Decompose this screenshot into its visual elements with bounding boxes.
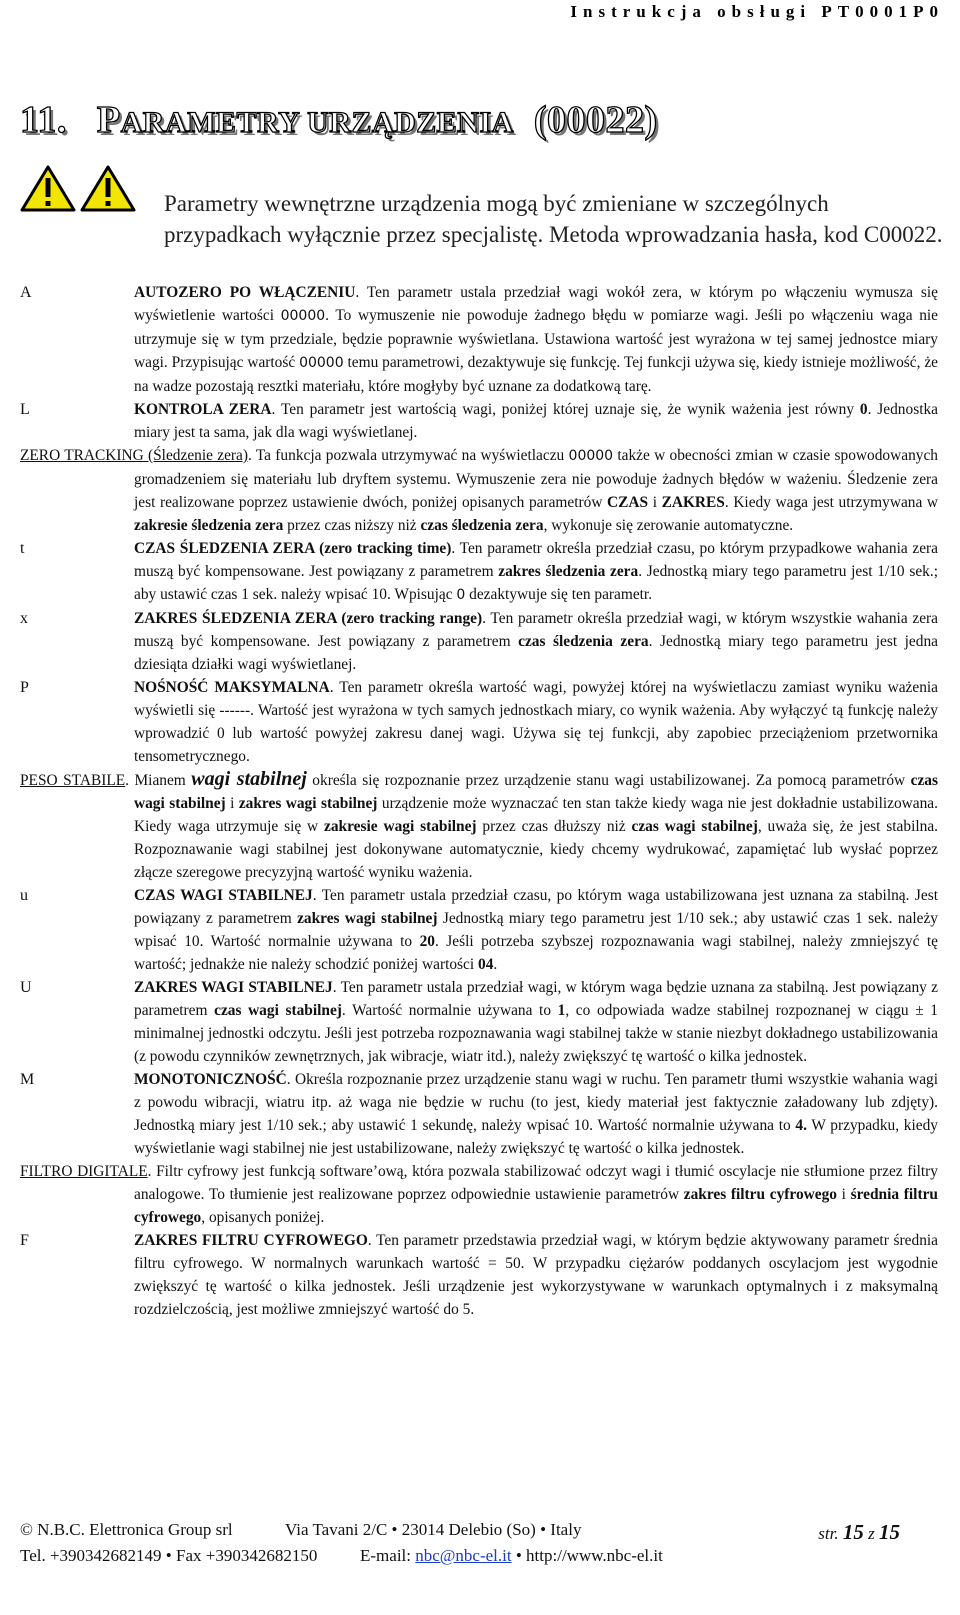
para-text: określa się rozpoznanie przez urządzenie stanu wagi ustabilizowanej. Za pomocą parametrów <box>306 772 911 789</box>
para-emphasis: zakres filtru cyfrowego <box>683 1186 837 1203</box>
param-emphasis: 04 <box>478 956 494 973</box>
peso-stabile-heading: PESO STABILE <box>20 772 126 789</box>
param-text: . Ten parametr ustala przedział wagi, w którym waga będzie uznana za stabilną. Jest powiązany z parametrem <box>134 979 938 1019</box>
param-emphasis: 20 <box>419 933 435 950</box>
para-emphasis: czas śledzenia zera <box>420 517 544 534</box>
para-emphasis: zakresie śledzenia zera <box>134 517 284 534</box>
param-filter-range <box>20 1229 938 1321</box>
para-text: przez czas dłuższy niż <box>476 818 632 835</box>
para-emphasis: czas wagi stabilnej <box>134 772 938 812</box>
para-text: i <box>225 795 239 812</box>
param-letter: x <box>20 610 28 627</box>
warning-triangle-icon <box>20 164 140 214</box>
param-text: . Określa rozpoznanie przez urządzenie stanu wagi w ruchu. Ten parametr tłumi wszystkie wahania wagi z powodu wibracji, wiatru itp. aż waga nie będzie w ruchu (to jest, kiedy materiał jest faktycznie załadowany lub zdjęty). Jednostką miary jest 1/10 sek.; aby ustawić 1 sekundę, należy wpisać 10. Wartość normalnie używana to <box>134 1071 938 1134</box>
param-text: . Ten parametr przedstawia przedział wagi, w którym będzie aktywowany parametr średnia filtru cyfrowego. W normalnych warunkach wartość = 50. W przypadku ciężarów poddanych oscylacjom jest wygodnie zwiększyć tę wartość o kilka jednostek. Jeśli urządzenie jest wykorzystywane w warunkach optymalnych i z maksymalną rozdzielczością, jest możliwe zmniejszyć wartość do 5. <box>134 1232 939 1318</box>
param-text: . Jeśli potrzeba szybszej rozpoznawania wagi stabilnej, należy zmniejszyć tę wartość; jednakże nie należy schodzić poniżej wartości <box>134 933 939 973</box>
para-text: urządzenie może wyznaczać ten stan także kiedy waga nie jest dokładnie ustabilizowana. Kiedy waga utrzymuje się w <box>134 795 938 835</box>
para-emphasis: czas wagi stabilnej <box>631 818 758 835</box>
footer-contact <box>360 1546 663 1566</box>
footer-row-2 <box>20 1546 940 1572</box>
section-title-initial: P <box>96 99 121 141</box>
para-text: . Kiedy waga jest utrzymywana w <box>724 494 939 511</box>
param-stable-time <box>20 884 938 976</box>
param-zero-control <box>20 398 938 444</box>
param-title: AUTOZERO PO WŁĄCZENIU <box>134 284 356 301</box>
param-text: . Ten parametr ustala przedział czasu, po którym waga ustabilizowana jest uznana za stabilną. Jest powiązany z parametrem <box>134 887 938 927</box>
param-title: ZAKRES FILTRU CYFROWEGO <box>134 1232 368 1249</box>
param-title: NOŚNOŚĆ MAKSYMALNA <box>134 679 330 696</box>
page-total: 15 <box>879 1520 900 1544</box>
section-code: (00022) <box>533 99 658 141</box>
web-link[interactable]: • http://www.nbc-el.it <box>511 1546 663 1565</box>
param-emphasis: czas śledzenia zera <box>518 633 649 650</box>
param-text: . Jednostką miary tego parametru jest jedna dziesiąta działki wagi wyświetlanej. <box>134 633 938 673</box>
document-header-title: Instrukcja obsługi PT0001P0 <box>570 2 944 21</box>
para-text: także w obecności zmian w czasie spowodowanych gromadzeniem się materiału lub dryftem systemu. Wymuszenie zera nie powoduje żadnych błędów w ważeniu. Śledzenie zera jest realizowane poprzez ustawienie dwóch, poniżej opisanych parametrów <box>134 447 938 511</box>
param-title: CZAS ŚLEDZENIA ZERA (zero tracking time) <box>134 540 452 557</box>
param-emphasis: zakres śledzenia zera <box>498 563 639 580</box>
para-text: . Filtr cyfrowy jest funkcją software’ową, która pozwala stabilizować odczyt wagi i tłumić oscylacje nie stłumione przez filtry analogowe. To tłumienie jest realizowane poprzez odpowiednie ustawienie parametrów <box>134 1163 938 1203</box>
param-text: . Ten parametr określa wartość wagi, powyżej której na wyświetlaczu zamiast wyniku ważenia wyświetli się ------. Wartość jest wyrażona w tych samych jednostkach miary, co wynik ważenia. Aby wyłączyć tą funkcję należy wprowadzić 0 lub wartość powyżej zakresu danej wagi. Używa się tej funkcji, aby zapobiec przeciążeniom przetwornika tensometrycznego. <box>134 679 938 765</box>
display-value: 00000 <box>280 308 326 324</box>
param-emphasis: zakres wagi stabilnej <box>297 910 438 927</box>
param-title: CZAS WAGI STABILNEJ <box>134 887 313 904</box>
param-text: . Wartość normalnie używana to <box>341 1002 558 1019</box>
param-text: , co odpowiada wadze stabilnej rozpoznanej w ciągu ± 1 minimalnej jednostki odczytu. Jeśli jest potrzeba rozpoznawania wagi stabilnej także w stanie niezbyt dokładnego ustabilizowania (z powodu czynników zewnętrznych, jak wibracje, wiatr itd.), należy zwiększyć tę wartość o kilka jednostek. <box>134 1002 938 1065</box>
zero-tracking-paragraph <box>20 444 938 537</box>
display-value: 00000 <box>299 355 344 371</box>
param-letter: t <box>20 540 25 557</box>
param-text: . Ten parametr ustala przedział wagi wokół zera, w którym po włączeniu wymusza się wyświetlenie wartości <box>134 284 938 324</box>
filtro-paragraph <box>20 1160 938 1229</box>
param-text: dezaktywuje się ten parametr. <box>465 586 653 603</box>
param-emphasis: 4. <box>795 1117 807 1134</box>
footer-row-1 <box>20 1520 940 1546</box>
section-number: 11. <box>20 99 67 141</box>
para-text: i <box>836 1186 851 1203</box>
zero-tracking-heading: ZERO TRACKING (Śledzenie zera) <box>20 447 248 464</box>
document-body <box>20 281 938 1321</box>
filtro-heading: FILTRO DIGITALE <box>20 1163 148 1180</box>
param-letter: U <box>20 979 32 996</box>
page-footer <box>20 1520 940 1572</box>
param-title: ZAKRES ŚLEDZENIA ZERA (zero tracking range) <box>134 610 483 627</box>
footer-page-number <box>818 1520 900 1545</box>
param-text: Jednostką miary tego parametru jest 1/10 sek.; aby ustawić czas 1 sek. należy wpisać 10. Wartość normalnie używana to <box>134 910 938 950</box>
para-text: przez czas niższy niż <box>283 517 421 534</box>
para-emphasis: ZAKRES <box>661 494 725 511</box>
para-emphasis-italic: wagi stabilnej <box>191 768 307 790</box>
page-current: 15 <box>842 1520 864 1544</box>
para-text: , wykonuje się zerowanie automatyczne. <box>543 517 794 534</box>
section-title <box>20 98 658 142</box>
para-emphasis: CZAS <box>607 494 649 511</box>
param-letter: A <box>20 284 32 301</box>
para-text: i <box>648 494 662 511</box>
param-zero-tracking-time <box>20 537 938 607</box>
param-title: ZAKRES WAGI STABILNEJ <box>134 979 333 996</box>
display-value: 0 <box>456 587 466 603</box>
param-emphasis: 0 <box>859 401 868 418</box>
peso-stabile-paragraph <box>20 768 938 884</box>
param-text: . To wymuszenie nie powoduje żadnego błędu w pomiarze wagi. Jeśli po włączeniu waga nie utrzymuje się w tym przedziale, będzie poprawnie wyświetlana. Ustawiona wartość jest wyrażona w tej samej jednostce miary wagi. Przypisując wartość <box>134 307 938 371</box>
footer-phone: Tel. +390342682149 • Fax +390342682150 <box>20 1546 318 1565</box>
param-letter: P <box>20 679 29 696</box>
param-stable-range <box>20 976 938 1068</box>
param-text: . Jednostka miary jest ta sama, jak dla wagi wyświetlanej. <box>134 401 938 441</box>
param-letter: M <box>20 1071 35 1088</box>
para-emphasis: zakresie wagi stabilnej <box>324 818 477 835</box>
param-text: W przypadku, kiedy wyświetlanie wagi stabilnej nie jest ustabilizowane, należy zwiększyć tę wartość o kilka jednostek. <box>134 1117 938 1157</box>
para-text: , uważa się, że jest stabilna. Rozpoznawanie wagi stabilnej jest dokonywane automatycznie, kiedy chcemy wydrukować, zapamiętać lub wysłać poprzez złącze szeregowe precyzyjną wartość wyniku ważenia. <box>134 818 939 881</box>
param-monotonicity <box>20 1068 938 1160</box>
para-emphasis: zakres wagi stabilnej <box>238 795 378 812</box>
param-max-capacity <box>20 676 938 768</box>
param-text: temu parametrowi, dezaktywuje się funkcję. Tej funkcji używa się, kiedy istnieje możliwość, że na wadze pozostają resztki materiału, które mogłyby być uznane za dodatkową tarę. <box>134 354 938 395</box>
para-text: , opisanych poniżej. <box>201 1209 325 1226</box>
warning-text: Parametry wewnętrzne urządzenia mogą być zmieniane w szczególnych przypadkach wyłącznie przez specjalistę. Metoda wprowadzania hasła, kod C00022. <box>164 191 943 247</box>
display-value: 00000 <box>568 448 614 464</box>
param-emphasis: czas wagi stabilnej <box>214 1002 342 1019</box>
email-link[interactable]: nbc@nbc-el.it <box>415 1546 512 1565</box>
footer-address: Via Tavani 2/C • 23014 Delebio (So) • Italy <box>285 1520 582 1539</box>
page-prefix: str. <box>818 1524 839 1543</box>
param-text: . Jednostką miary tego parametru jest 1/10 sek.; aby ustawić czas 1 sek. należy wpisać 10. Wpisując <box>134 563 938 603</box>
param-letter: u <box>20 887 28 904</box>
param-text: . Ten parametr jest wartością wagi, poniżej której uznaje się, że wynik ważenia jest równy <box>271 401 860 418</box>
param-letter: F <box>20 1232 29 1249</box>
param-title: MONOTONICZNOŚĆ <box>134 1071 287 1088</box>
page-separator: z <box>868 1524 875 1543</box>
email-label: E-mail: <box>360 1546 416 1565</box>
param-zero-tracking-range <box>20 607 938 676</box>
param-text: . <box>493 956 498 973</box>
param-letter: L <box>20 401 30 418</box>
para-text: . Mianem <box>125 772 192 789</box>
param-autozero <box>20 281 938 398</box>
param-title: KONTROLA ZERA <box>134 401 272 418</box>
footer-company: © N.B.C. Elettronica Group srl <box>20 1520 233 1539</box>
section-title-rest: ARAMETRY URZĄDZENIA <box>120 106 514 139</box>
para-text: . Ta funkcja pozwala utrzymywać na wyświetlaczu <box>248 447 569 464</box>
para-emphasis: średnia filtru cyfrowego <box>134 1186 938 1226</box>
param-text: . Ten parametr określa przedział czasu, po którym przypadkowe wahania zera muszą być kompensowane. Jest powiązany z parametrem <box>134 540 938 580</box>
param-text: . Ten parametr określa przedział wagi, w którym wszystkie wahania zera muszą być kompensowane. Jest powiązany z parametrem <box>134 610 938 650</box>
param-emphasis: 1 <box>557 1002 566 1019</box>
